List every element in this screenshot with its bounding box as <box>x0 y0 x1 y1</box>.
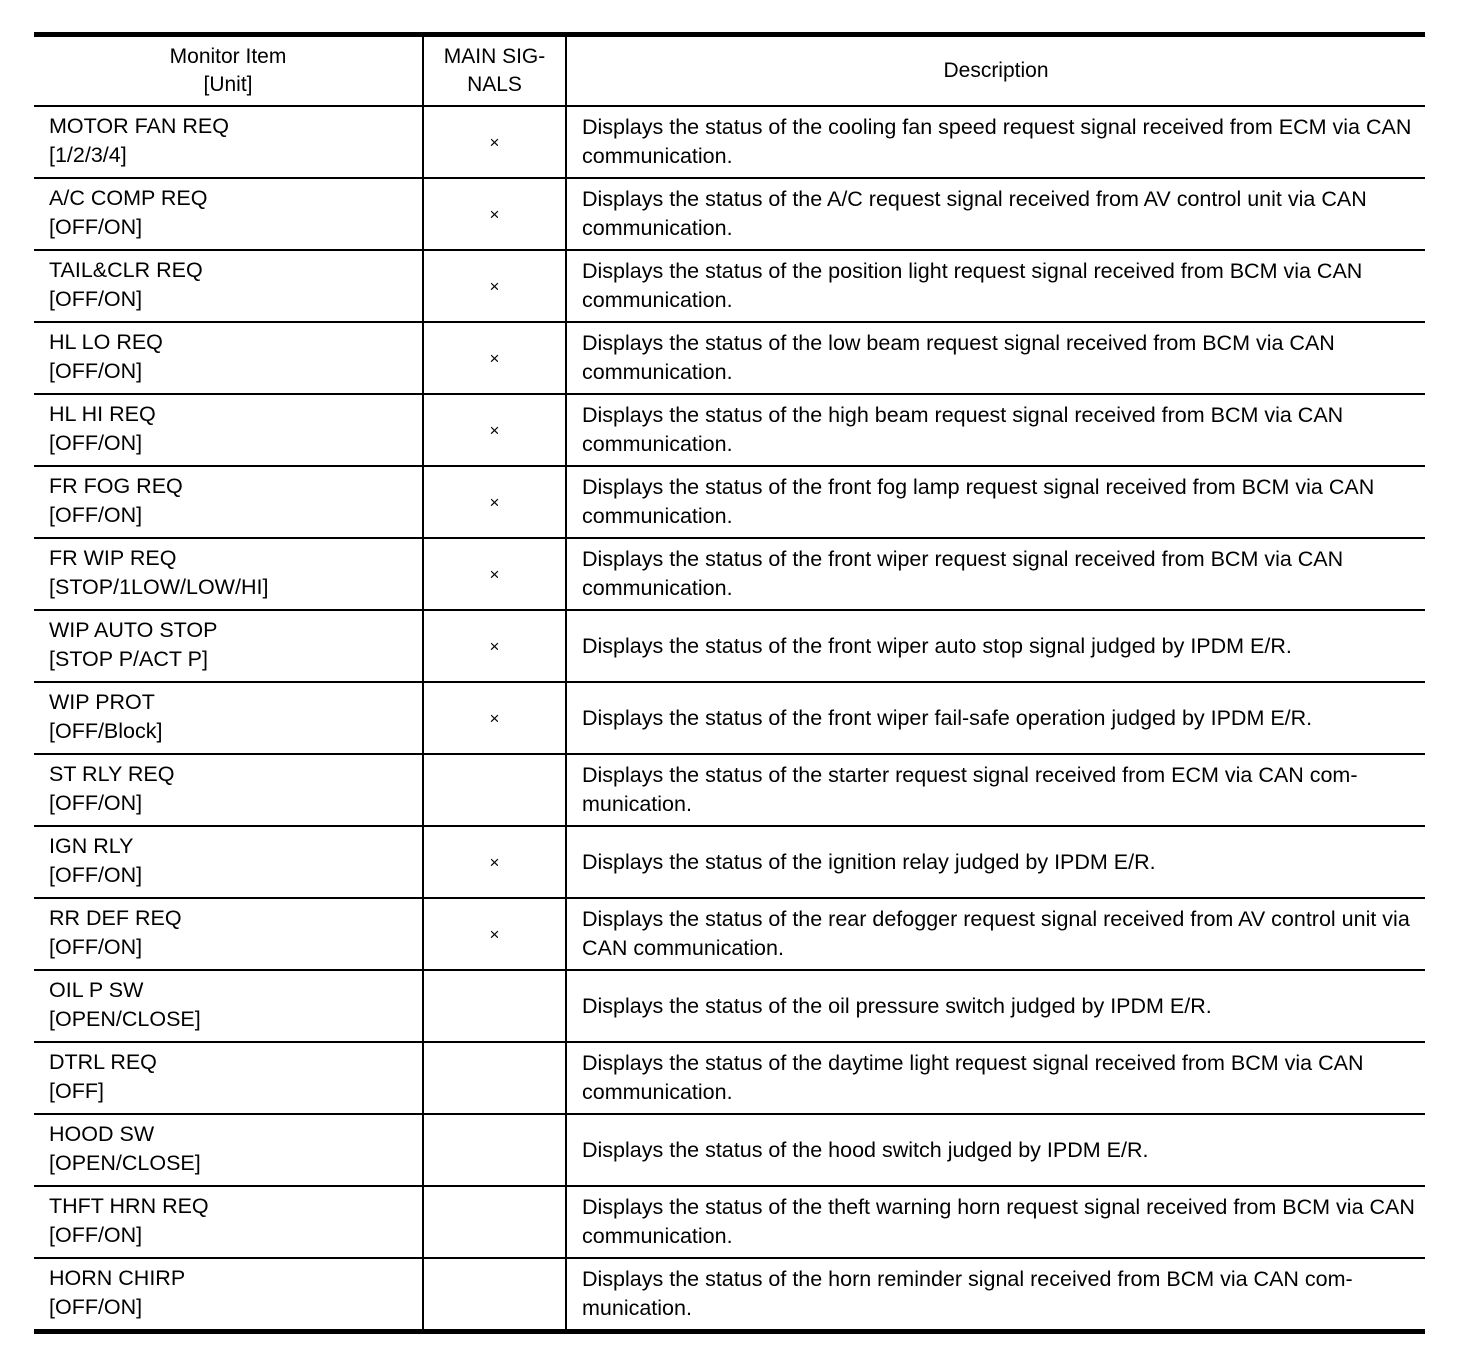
table-row <box>34 178 1425 250</box>
table-row <box>34 898 1425 970</box>
description-cell: Displays the status of the front wiper fail-safe operation judged by IPDM E/R. <box>566 682 1425 754</box>
main-signal-mark: × <box>423 178 566 250</box>
monitor-item-name: OIL P SW <box>49 978 144 1002</box>
monitor-item-unit: [OFF] <box>49 1079 104 1103</box>
description-cell: Displays the status of the high beam request signal received from BCM via CAN communication. <box>566 394 1425 466</box>
monitor-item-name: WIP AUTO STOP <box>49 618 218 642</box>
monitor-item-name: HL LO REQ <box>49 330 163 354</box>
description-cell: Displays the status of the oil pressure switch judged by IPDM E/R. <box>566 970 1425 1042</box>
monitor-item-unit: [OFF/ON] <box>49 1295 143 1319</box>
monitor-item-cell <box>34 250 423 322</box>
description-cell: Displays the status of the cooling fan speed request signal received from ECM via CAN communication. <box>566 106 1425 178</box>
main-signal-mark: × <box>423 898 566 970</box>
main-signal-mark <box>423 1042 566 1114</box>
monitor-item-name: WIP PROT <box>49 690 155 714</box>
main-signal-mark <box>423 1186 566 1258</box>
description-cell: Displays the status of the rear defogger request signal received from AV control unit via CAN communication. <box>566 898 1425 970</box>
description-cell: Displays the status of the ignition relay judged by IPDM E/R. <box>566 826 1425 898</box>
description-cell: Displays the status of the theft warning horn request signal received from BCM via CAN communication. <box>566 1186 1425 1258</box>
monitor-item-unit: [OFF/ON] <box>49 1223 143 1247</box>
table-row <box>34 826 1425 898</box>
monitor-item-unit: [OFF/ON] <box>49 431 143 455</box>
table-row <box>34 1114 1425 1186</box>
monitor-item-name: FR WIP REQ <box>49 546 177 570</box>
header-monitor-item-label: Monitor Item <box>169 45 287 68</box>
description-cell: Displays the status of the hood switch judged by IPDM E/R. <box>566 1114 1425 1186</box>
monitor-item-unit: [OFF/ON] <box>49 503 143 527</box>
table-row <box>34 1042 1425 1114</box>
monitor-item-cell <box>34 106 423 178</box>
main-signal-mark: × <box>423 250 566 322</box>
description-cell: Displays the status of the starter request signal received from ECM via CAN com-munication. <box>566 754 1425 826</box>
table-row <box>34 106 1425 178</box>
monitor-item-cell <box>34 826 423 898</box>
description-cell: Displays the status of the low beam request signal received from BCM via CAN communication. <box>566 322 1425 394</box>
header-main-signals-line2: NALS <box>467 73 522 96</box>
header-monitor-item <box>34 35 423 107</box>
monitor-item-cell <box>34 1186 423 1258</box>
monitor-item-cell <box>34 754 423 826</box>
main-signal-mark: × <box>423 826 566 898</box>
description-cell: Displays the status of the front wiper request signal received from BCM via CAN communication. <box>566 538 1425 610</box>
monitor-item-cell <box>34 1042 423 1114</box>
main-signal-mark: × <box>423 322 566 394</box>
table-row <box>34 466 1425 538</box>
table-row <box>34 1258 1425 1332</box>
monitor-item-cell <box>34 610 423 682</box>
monitor-item-cell <box>34 898 423 970</box>
main-signal-mark: × <box>423 106 566 178</box>
description-cell: Displays the status of the A/C request signal received from AV control unit via CAN communication. <box>566 178 1425 250</box>
monitor-item-cell <box>34 394 423 466</box>
description-cell: Displays the status of the daytime light request signal received from BCM via CAN communication. <box>566 1042 1425 1114</box>
main-signal-mark <box>423 754 566 826</box>
monitor-item-name: FR FOG REQ <box>49 474 183 498</box>
monitor-item-name: TAIL&CLR REQ <box>49 258 203 282</box>
monitor-item-cell <box>34 466 423 538</box>
main-signal-mark: × <box>423 466 566 538</box>
description-cell: Displays the status of the horn reminder signal received from BCM via CAN com-munication. <box>566 1258 1425 1332</box>
monitor-item-name: HORN CHIRP <box>49 1266 186 1290</box>
header-main-signals <box>423 35 566 107</box>
monitor-item-name: A/C COMP REQ <box>49 186 208 210</box>
monitor-item-unit: [OFF/ON] <box>49 359 143 383</box>
monitor-item-name: DTRL REQ <box>49 1050 157 1074</box>
monitor-item-unit: [OFF/ON] <box>49 791 143 815</box>
table-row <box>34 754 1425 826</box>
table-body <box>34 106 1425 1332</box>
monitor-item-unit: [OFF/ON] <box>49 215 143 239</box>
monitor-item-cell <box>34 1258 423 1332</box>
monitor-item-name: HL HI REQ <box>49 402 156 426</box>
monitor-item-cell <box>34 1114 423 1186</box>
monitor-item-cell <box>34 970 423 1042</box>
table-row <box>34 322 1425 394</box>
main-signal-mark: × <box>423 682 566 754</box>
monitor-item-unit: [OFF/ON] <box>49 287 143 311</box>
monitor-item-name: MOTOR FAN REQ <box>49 114 229 138</box>
main-signal-mark: × <box>423 394 566 466</box>
monitor-item-name: HOOD SW <box>49 1122 155 1146</box>
monitor-item-cell <box>34 178 423 250</box>
monitor-item-cell <box>34 322 423 394</box>
description-cell: Displays the status of the front wiper auto stop signal judged by IPDM E/R. <box>566 610 1425 682</box>
monitor-item-name: IGN RLY <box>49 834 134 858</box>
main-signal-mark <box>423 970 566 1042</box>
monitor-item-name: THFT HRN REQ <box>49 1194 209 1218</box>
monitor-item-cell <box>34 682 423 754</box>
header-unit-label: [Unit] <box>203 73 253 96</box>
main-signal-mark <box>423 1258 566 1332</box>
monitor-item-unit: [OFF/ON] <box>49 935 143 959</box>
monitor-item-table <box>34 32 1425 1334</box>
monitor-item-unit: [STOP/1LOW/LOW/HI] <box>49 575 269 599</box>
main-signal-mark <box>423 1114 566 1186</box>
table-row <box>34 610 1425 682</box>
monitor-item-name: RR DEF REQ <box>49 906 182 930</box>
monitor-item-table-container <box>34 32 1425 1334</box>
description-cell: Displays the status of the position light request signal received from BCM via CAN communication. <box>566 250 1425 322</box>
table-row <box>34 538 1425 610</box>
table-row <box>34 970 1425 1042</box>
monitor-item-unit: [OPEN/CLOSE] <box>49 1151 201 1175</box>
monitor-item-unit: [OFF/Block] <box>49 719 163 743</box>
monitor-item-unit: [OFF/ON] <box>49 863 143 887</box>
main-signal-mark: × <box>423 610 566 682</box>
monitor-item-unit: [1/2/3/4] <box>49 143 127 167</box>
main-signal-mark: × <box>423 538 566 610</box>
header-description: Description <box>566 35 1425 107</box>
table-header-row <box>34 35 1425 107</box>
monitor-item-name: ST RLY REQ <box>49 762 175 786</box>
table-row <box>34 682 1425 754</box>
table-row <box>34 1186 1425 1258</box>
table-row <box>34 250 1425 322</box>
monitor-item-unit: [OPEN/CLOSE] <box>49 1007 201 1031</box>
table-row <box>34 394 1425 466</box>
monitor-item-cell <box>34 538 423 610</box>
header-main-signals-line1: MAIN SIG- <box>443 45 546 68</box>
description-cell: Displays the status of the front fog lamp request signal received from BCM via CAN communication. <box>566 466 1425 538</box>
monitor-item-unit: [STOP P/ACT P] <box>49 647 208 671</box>
